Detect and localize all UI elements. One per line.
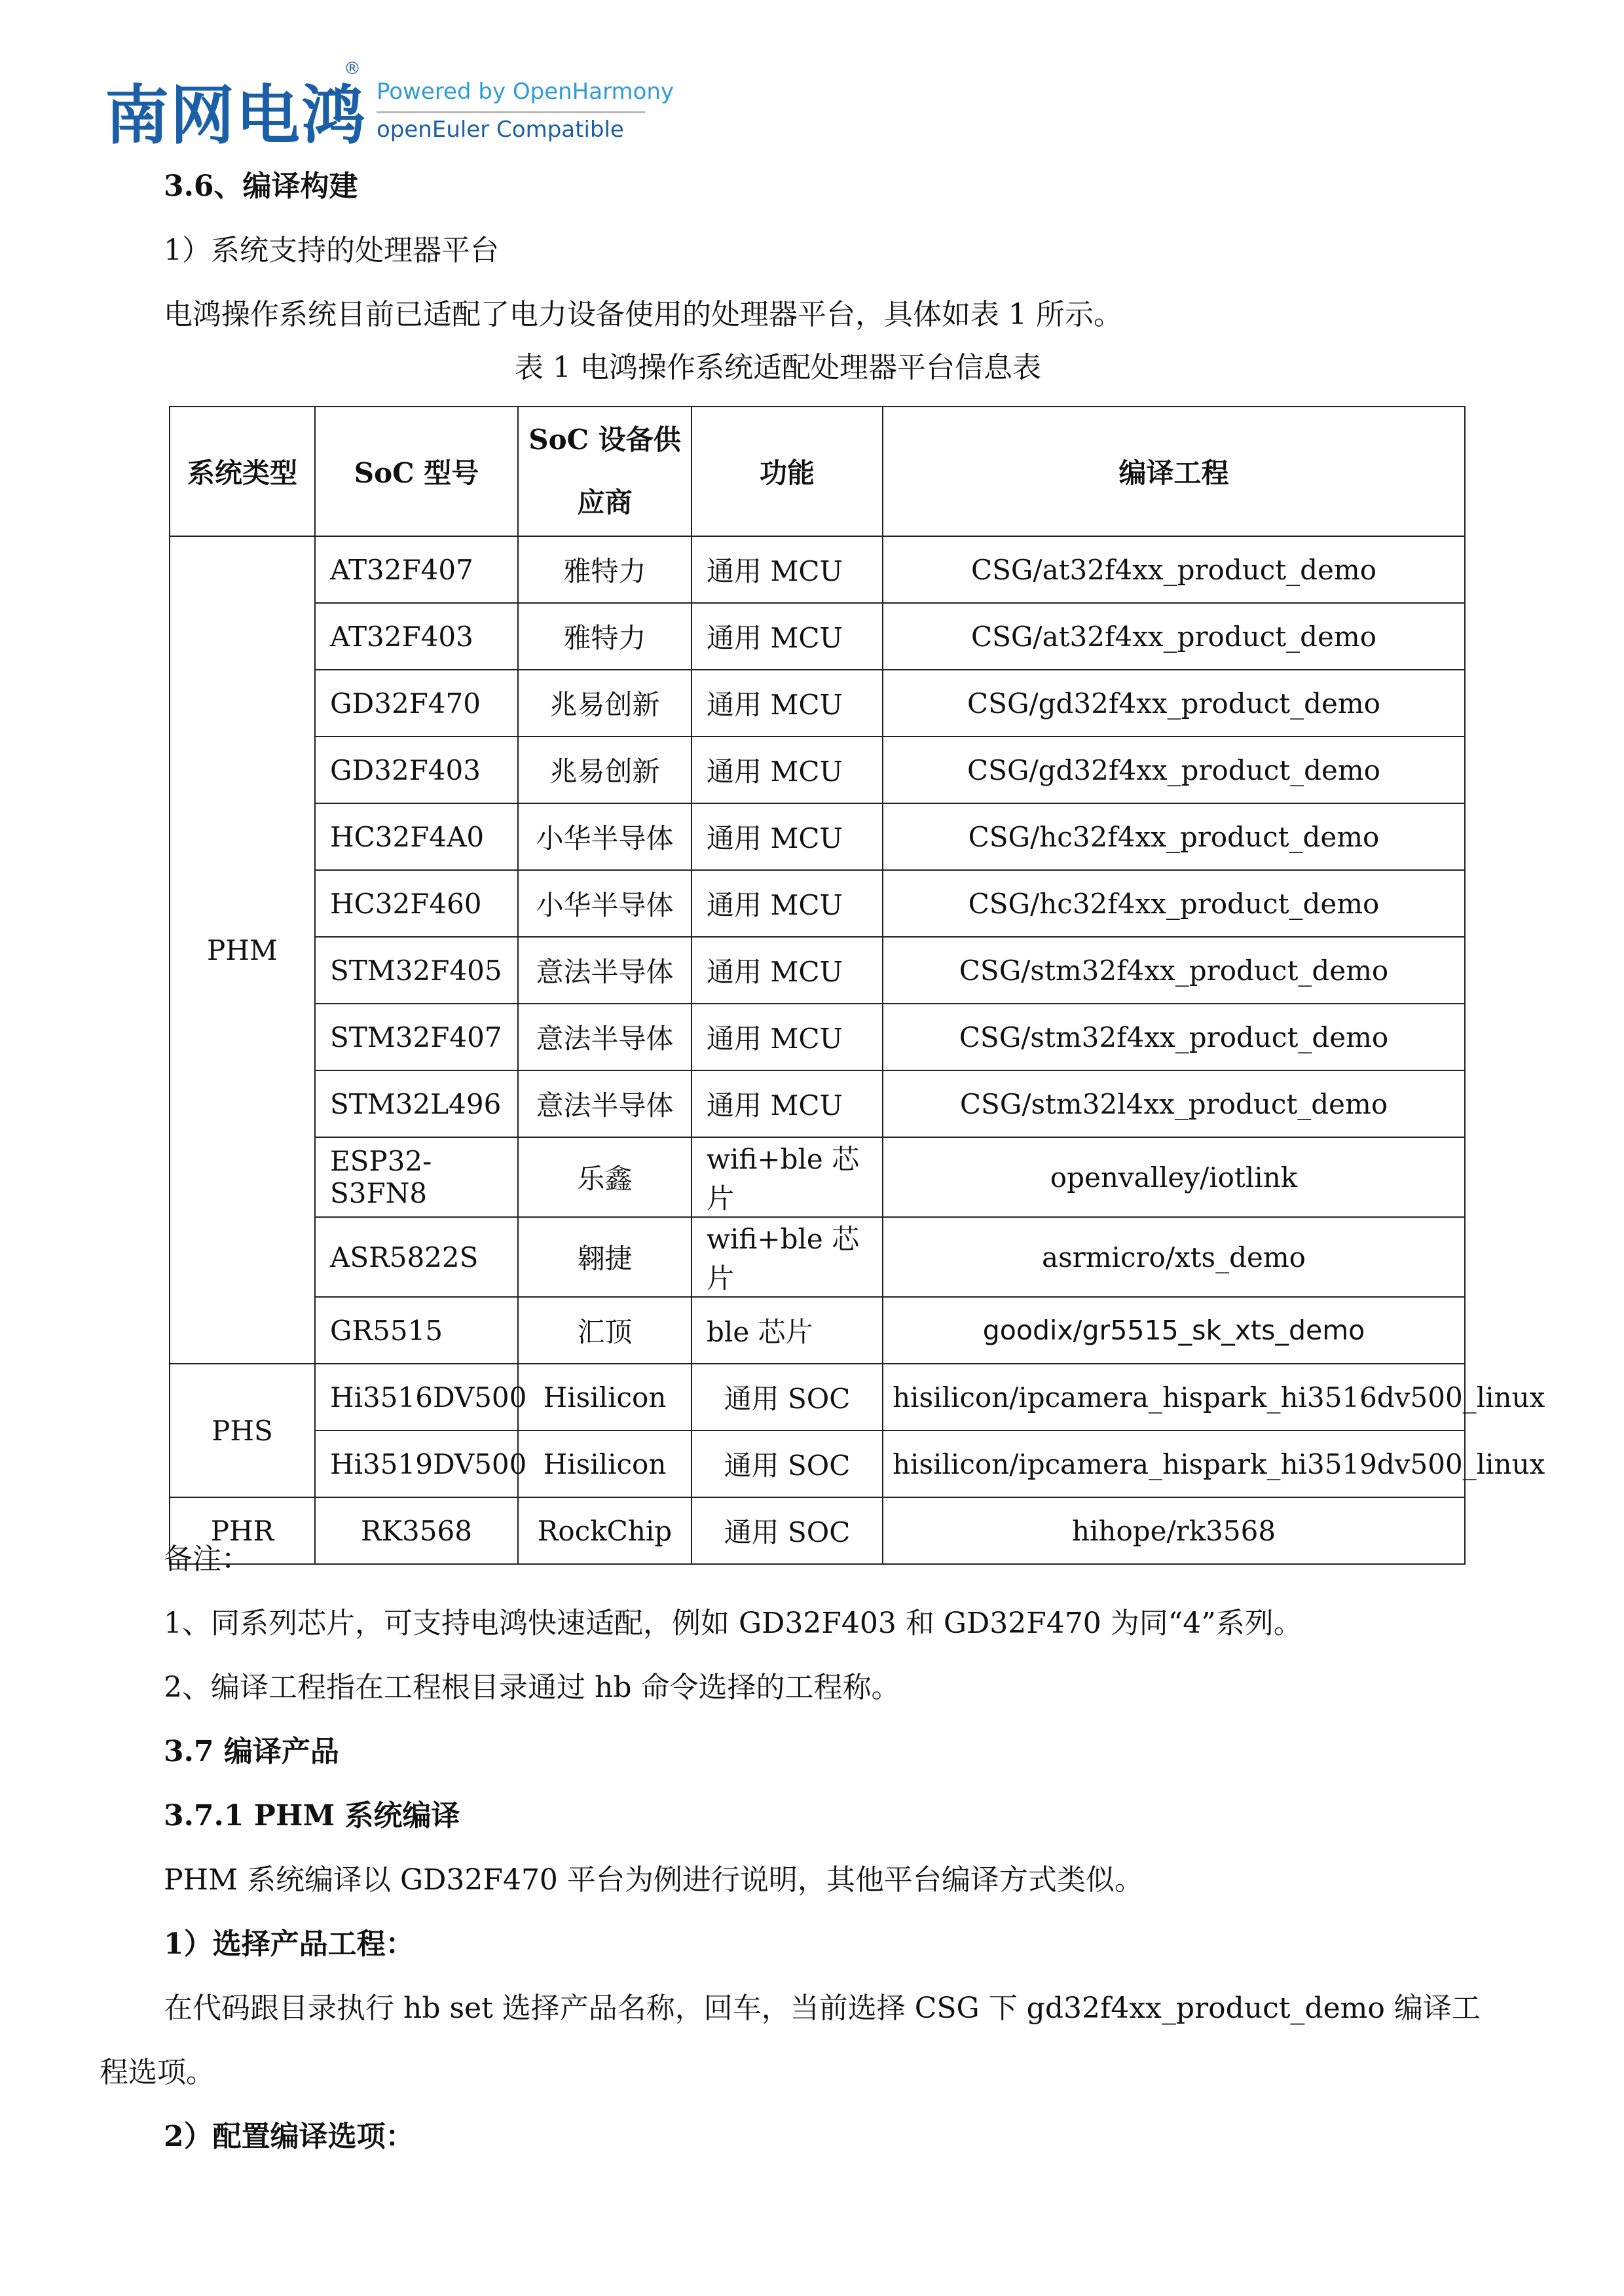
build-project-cell: goodix/gr5515_sk_xts_demo xyxy=(883,1297,1465,1364)
build-project-cell: asrmicro/xts_demo xyxy=(883,1217,1465,1297)
brand-logo-text: 南网电鸿 xyxy=(105,79,367,153)
function-cell: 通用 MCU xyxy=(692,670,883,737)
step-2-heading: 2）配置编译选项： xyxy=(164,2120,415,2153)
table-row xyxy=(170,1217,1465,1297)
soc-model-cell: Hi3516DV500 xyxy=(315,1364,518,1430)
soc-vendor-cell: 兆易创新 xyxy=(518,737,692,803)
soc-model-cell: GR5515 xyxy=(315,1297,518,1364)
function-cell: ble 芯片 xyxy=(692,1297,883,1364)
build-project-cell: hihope/rk3568 xyxy=(883,1497,1465,1564)
table-row xyxy=(170,536,1465,603)
soc-vendor-cell: 意法半导体 xyxy=(518,937,692,1004)
header-soc-model: SoC 型号 xyxy=(315,407,518,536)
build-project-cell: CSG/gd32f4xx_product_demo xyxy=(883,670,1465,737)
function-cell: 通用 MCU xyxy=(692,1070,883,1137)
step-1-heading: 1）选择产品工程： xyxy=(164,1927,415,1961)
soc-vendor-cell: 意法半导体 xyxy=(518,1004,692,1070)
system-type-cell: PHR xyxy=(170,1497,315,1564)
build-project-cell: CSG/at32f4xx_product_demo xyxy=(883,603,1465,670)
table-row xyxy=(170,603,1465,670)
subheading-platforms: 1）系统支持的处理器平台 xyxy=(164,234,499,267)
soc-model-cell: GD32F403 xyxy=(315,737,518,803)
function-cell: 通用 MCU xyxy=(692,803,883,870)
soc-model-cell: RK3568 xyxy=(315,1497,518,1564)
function-cell: 通用 SOC xyxy=(692,1430,883,1497)
soc-model-cell: HC32F4A0 xyxy=(315,803,518,870)
system-type-cell: PHS xyxy=(170,1364,315,1497)
soc-vendor-cell: 雅特力 xyxy=(518,536,692,603)
soc-vendor-cell: Hisilicon xyxy=(518,1430,692,1497)
table-row xyxy=(170,1070,1465,1137)
soc-model-cell: STM32L496 xyxy=(315,1070,518,1137)
soc-vendor-cell: 雅特力 xyxy=(518,603,692,670)
soc-vendor-cell: 小华半导体 xyxy=(518,803,692,870)
soc-model-cell: STM32F407 xyxy=(315,1004,518,1070)
table-row xyxy=(170,1137,1465,1217)
table-caption: 表 1 电鸿操作系统适配处理器平台信息表 xyxy=(515,351,1041,384)
function-cell: 通用 SOC xyxy=(692,1497,883,1564)
function-cell: wifi+ble 芯片 xyxy=(692,1217,883,1297)
step-1-text-line1: 在代码跟目录执行 hb set 选择产品名称，回车，当前选择 CSG 下 gd32f4xx_product_demo 编译工 xyxy=(164,1992,1481,2025)
header-soc-vendor: SoC 设备供 应商 xyxy=(518,407,692,536)
build-project-cell: CSG/gd32f4xx_product_demo xyxy=(883,737,1465,803)
function-cell: wifi+ble 芯片 xyxy=(692,1137,883,1217)
paragraph-phm: PHM 系统编译以 GD32F470 平台为例进行说明，其他平台编译方式类似。 xyxy=(164,1863,1143,1897)
build-project-cell: CSG/hc32f4xx_product_demo xyxy=(883,803,1465,870)
system-type-cell: PHM xyxy=(170,536,315,1364)
note-2: 2、编译工程指在工程根目录通过 hb 命令选择的工程称。 xyxy=(164,1671,900,1704)
logo-powered-by: Powered by OpenHarmony xyxy=(377,79,674,105)
table-header-row xyxy=(170,407,1465,536)
function-cell: 通用 MCU xyxy=(692,603,883,670)
soc-vendor-cell: 乐鑫 xyxy=(518,1137,692,1217)
logo-compatible: openEuler Compatible xyxy=(377,117,624,143)
function-cell: 通用 SOC xyxy=(692,1364,883,1430)
table-row xyxy=(170,1004,1465,1070)
soc-vendor-cell: RockChip xyxy=(518,1497,692,1564)
table-row xyxy=(170,1297,1465,1364)
build-project-cell: CSG/stm32f4xx_product_demo xyxy=(883,937,1465,1004)
build-project-cell: CSG/hc32f4xx_product_demo xyxy=(883,870,1465,937)
paragraph-intro: 电鸿操作系统目前已适配了电力设备使用的处理器平台，具体如表 1 所示。 xyxy=(164,298,1122,331)
header-system-type: 系统类型 xyxy=(170,407,315,536)
table-row xyxy=(170,737,1465,803)
table-row xyxy=(170,870,1465,937)
soc-model-cell: GD32F470 xyxy=(315,670,518,737)
page-header-logo xyxy=(105,59,694,153)
step-1-text-line2: 程选项。 xyxy=(100,2056,215,2089)
soc-model-cell: AT32F403 xyxy=(315,603,518,670)
function-cell: 通用 MCU xyxy=(692,536,883,603)
soc-model-cell: ESP32-S3FN8 xyxy=(315,1137,518,1217)
soc-vendor-cell: 翱捷 xyxy=(518,1217,692,1297)
soc-vendor-cell: Hisilicon xyxy=(518,1364,692,1430)
soc-model-cell: Hi3519DV500 xyxy=(315,1430,518,1497)
build-project-cell: hisilicon/ipcamera_hispark_hi3516dv500_linux xyxy=(883,1364,1465,1430)
soc-vendor-cell: 意法半导体 xyxy=(518,1070,692,1137)
table-row xyxy=(170,937,1465,1004)
section-heading-3-7: 3.7 编译产品 xyxy=(164,1735,339,1768)
table-row xyxy=(170,670,1465,737)
table-row xyxy=(170,1364,1465,1430)
build-project-cell: CSG/stm32l4xx_product_demo xyxy=(883,1070,1465,1137)
table-row xyxy=(170,803,1465,870)
function-cell: 通用 MCU xyxy=(692,1004,883,1070)
header-function: 功能 xyxy=(692,407,883,536)
table-row xyxy=(170,1497,1465,1564)
table-row xyxy=(170,1430,1465,1497)
note-1: 1、同系列芯片，可支持电鸿快速适配，例如 GD32F403 和 GD32F470 为同“4”系列。 xyxy=(164,1607,1302,1640)
soc-vendor-cell: 兆易创新 xyxy=(518,670,692,737)
function-cell: 通用 MCU xyxy=(692,937,883,1004)
section-heading-3-6: 3.6、编译构建 xyxy=(164,170,358,203)
soc-model-cell: ASR5822S xyxy=(315,1217,518,1297)
build-project-cell: openvalley/iotlink xyxy=(883,1137,1465,1217)
processor-platform-table xyxy=(169,406,1545,1565)
build-project-cell: CSG/at32f4xx_product_demo xyxy=(883,536,1465,603)
logo-divider xyxy=(377,111,645,113)
build-project-cell: CSG/stm32f4xx_product_demo xyxy=(883,1004,1465,1070)
soc-model-cell: HC32F460 xyxy=(315,870,518,937)
soc-model-cell: AT32F407 xyxy=(315,536,518,603)
build-project-cell: hisilicon/ipcamera_hispark_hi3519dv500_linux xyxy=(883,1430,1465,1497)
section-heading-3-7-1: 3.7.1 PHM 系统编译 xyxy=(164,1799,460,1832)
soc-vendor-cell: 汇顶 xyxy=(518,1297,692,1364)
header-build-project: 编译工程 xyxy=(883,407,1465,536)
soc-vendor-cell: 小华半导体 xyxy=(518,870,692,937)
function-cell: 通用 MCU xyxy=(692,737,883,803)
registered-mark: ® xyxy=(344,59,361,79)
function-cell: 通用 MCU xyxy=(692,870,883,937)
notes-title: 备注： xyxy=(164,1542,250,1576)
soc-model-cell: STM32F405 xyxy=(315,937,518,1004)
